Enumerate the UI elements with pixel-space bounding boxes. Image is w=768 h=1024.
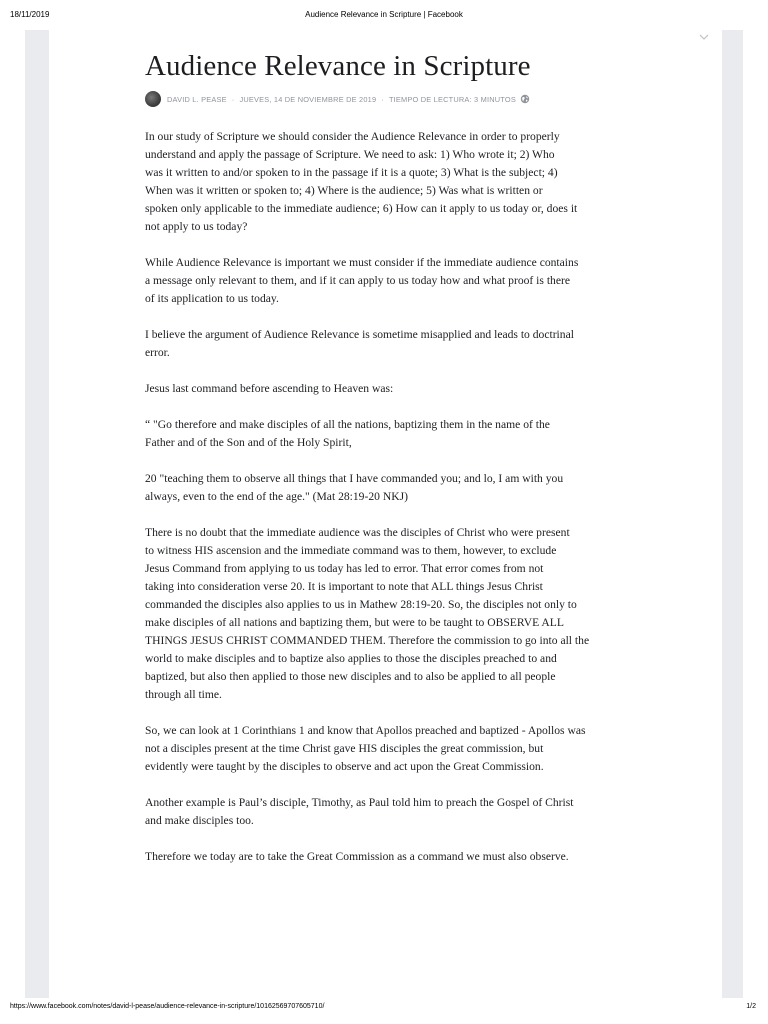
meta-separator: · (231, 94, 235, 104)
article-body (145, 128, 627, 866)
paragraph: I believe the argument of Audience Relevance is sometime misapplied and leads to doctrinal error. (145, 328, 574, 359)
publish-date[interactable]: JUEVES, 14 DE NOVIEMBRE DE 2019 (239, 94, 377, 104)
paragraph: While Audience Relevance is important we must consider if the immediate audience contains a message only relevant to them, and if it can apply to us today how and what proof is there of its application to us today. (145, 256, 579, 305)
paragraph: There is no doubt that the immediate audience was the disciples of Christ who were present to witness HIS ascension and the immediate command was to them, however, to exclude Jesus Command from applying to us today has led to error. That error comes from not taking into consideration verse 20. It is important to note that ALL things Jesus Christ commanded the disciples also applies to us in Mathew 28:19-20. So, the disciples not only to make disciples of all nations and baptizing them, but were to be taught to OBSERVE ALL THINGS JESUS CHRIST COMMANDED THEM. Therefore the commission to go into all the world to make disciples and to baptize also applies to those the disciples preached to and baptized, but also then applied to those new disciples and to also be applied to all people through all time. (145, 526, 590, 701)
author-name[interactable]: DAVID L. PEASE (167, 94, 227, 104)
print-footer (0, 1003, 768, 1015)
author-avatar[interactable] (145, 91, 161, 107)
globe-icon (520, 94, 530, 104)
paragraph: In our study of Scripture we should consider the Audience Relevance in order to properly understand and apply the passage of Scripture. We need to ask: 1) Who wrote it; 2) Who was it written to and/or spoken to in the passage if it is a quote; 3) What is the subject; 4) When was it written or spoken to; 4) Where is the audience; 5) Was what is written or spoken only applicable to the immediate audience; 6) How can it apply to us today or, does it not apply to us today? (145, 130, 578, 233)
quote-paragraph: 20 "teaching them to observe all things that I have commanded you; and lo, I am with you always, even to the end of the age." (Mat 28:19-20 NKJ) (145, 472, 564, 503)
paragraph: Therefore we today are to take the Great Commission as a command we must also observe. (145, 850, 569, 863)
print-date: 18/11/2019 (10, 10, 50, 19)
paragraph: Another example is Paul’s disciple, Timothy, as Paul told him to preach the Gospel of Christ and make disciples too. (145, 796, 574, 827)
meta-separator: · (381, 94, 384, 104)
left-gutter (25, 30, 49, 998)
reading-time: TIEMPO DE LECTURA: 3 MINUTOS (388, 94, 516, 104)
right-gutter (722, 30, 743, 998)
print-url: https://www.facebook.com/notes/david-l-pease/audience-relevance-in-scripture/10162569707605710/ (10, 1003, 325, 1010)
note-article (145, 48, 627, 884)
paragraph: Jesus last command before ascending to Heaven was: (145, 382, 394, 395)
print-page-title: Audience Relevance in Scripture | Facebook (305, 10, 463, 19)
print-header (0, 10, 768, 22)
print-page-number: 1/2 (746, 1003, 756, 1010)
paragraph: So, we can look at 1 Corinthians 1 and know that Apollos preached and baptized - Apollos was not a disciples present at the time Christ gave HIS disciples the great commission, but evidently were taught by the disciples to observe and act upon the Great Commission. (145, 724, 586, 773)
quote-paragraph: “ "Go therefore and make disciples of all the nations, baptizing them in the name of the Father and of the Son and of the Holy Spirit, (145, 418, 550, 449)
chevron-down-icon[interactable] (697, 30, 711, 44)
article-title: Audience Relevance in Scripture (145, 50, 531, 82)
article-meta (145, 90, 627, 108)
